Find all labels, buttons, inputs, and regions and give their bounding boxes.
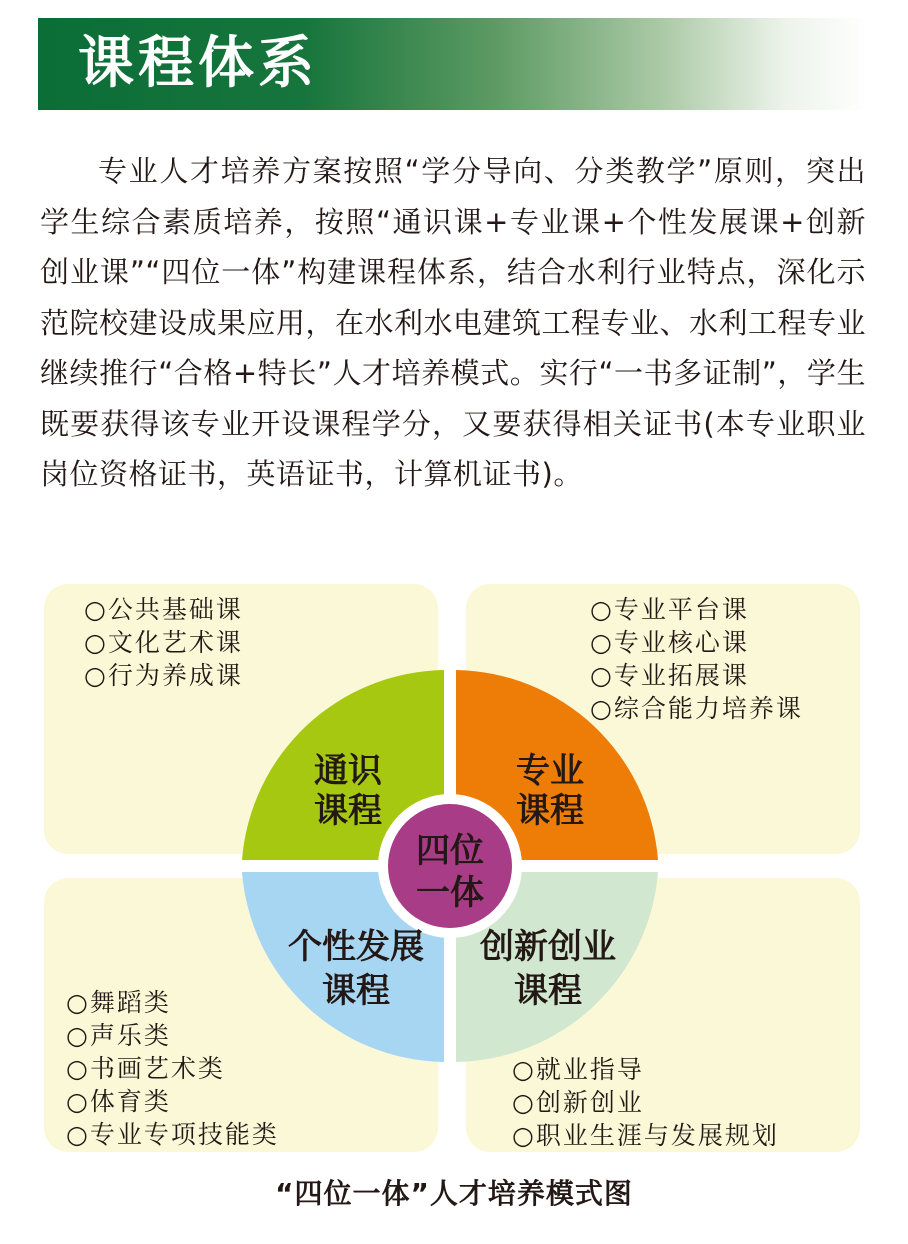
list-item: ○综合能力培养课 <box>590 694 803 723</box>
list-item: ○文化艺术课 <box>84 628 243 657</box>
personal-label-line2: 课程 <box>322 971 390 1011</box>
list-item: ○专业拓展课 <box>590 661 749 690</box>
diagram-caption: “四位一体”人才培养模式图 <box>275 1177 633 1210</box>
major-label-line1: 专业 <box>516 751 584 791</box>
list-item: ○创新创业 <box>512 1088 644 1117</box>
major-label-line2: 课程 <box>516 791 584 831</box>
innovation-label-line1: 创新创业 <box>480 927 616 967</box>
list-item: ○公共基础课 <box>84 595 243 624</box>
personal-course-list <box>66 986 279 1151</box>
major-course-list <box>590 593 803 725</box>
list-item: ○专业专项技能类 <box>66 1120 279 1149</box>
list-item: ○专业平台课 <box>590 595 749 624</box>
innovation-course-list <box>512 1053 779 1152</box>
list-item: ○就业指导 <box>512 1055 644 1084</box>
general-course-list <box>84 593 243 692</box>
list-item: ○行为养成课 <box>84 661 243 690</box>
center-label-line2: 一体 <box>416 873 484 913</box>
center-label-line1: 四位 <box>416 831 484 871</box>
list-item: ○书画艺术类 <box>66 1054 225 1083</box>
list-item: ○声乐类 <box>66 1021 171 1050</box>
list-item: ○专业核心课 <box>590 628 749 657</box>
innovation-label-line2: 课程 <box>514 971 582 1011</box>
section-title: 课程体系 <box>78 31 318 96</box>
general-label-line2: 课程 <box>314 791 382 831</box>
personal-label-line1: 个性发展 <box>288 927 424 967</box>
general-label-line1: 通识 <box>314 751 382 791</box>
list-item: ○体育类 <box>66 1087 171 1116</box>
intro-paragraph: 专业人才培养方案按照“学分导向、分类教学”原则，突出学生综合素质培养，按照“通识课+专业课+个性发展课+创新创业课”“四位一体”构建课程体系，结合水利行业特点，深化示范院校建设成果应用，在水利水电建筑工程专业、水利工程专业继续推行“合格+特长”人才培养模式。实行“一书多证制”，学生既要获得该专业开设课程学分，又要获得相关证书(本专业职业岗位资格证书，英语证书，计算机证书)。 <box>40 154 867 491</box>
list-item: ○职业生涯与发展规划 <box>512 1121 779 1150</box>
list-item: ○舞蹈类 <box>66 988 171 1017</box>
